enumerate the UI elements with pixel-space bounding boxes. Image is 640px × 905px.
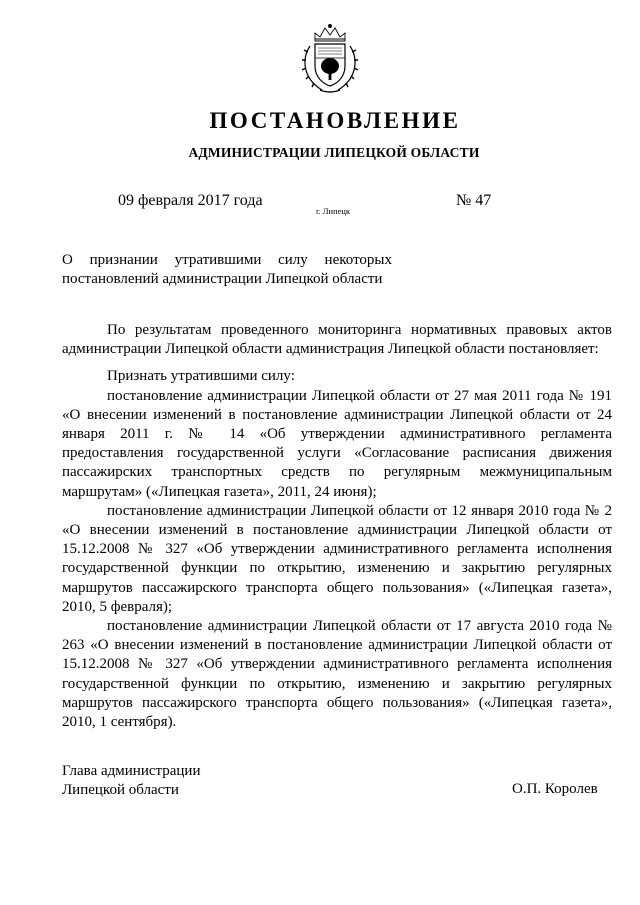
document-title: ПОСТАНОВЛЕНИЕ [209,108,461,133]
document-heading [62,251,392,289]
signature-position [62,762,200,800]
document-subtitle: АДМИНИСТРАЦИИ ЛИПЕЦКОЙ ОБЛАСТИ [188,145,480,160]
heading-line-2: постановлений администрации Липецкой области [62,271,383,287]
paragraph-decision: Признать утратившими силу: [107,368,295,385]
document-body [62,321,612,732]
paragraph-intro: По результатам проведенного мониторинга нормативных правовых актов администрации Липецкой области администрация Липецкой области постановляет: [62,322,612,358]
paragraph-item-1: постановление администрации Липецкой области от 27 мая 2011 года № 191 «О внесении изменений в постановление администрации Липецкой области от 24 января 2011 г. № 14 «Об утверждении административного регламента предоставления государственной услуги «Согласование расписания движения пассажирских транспортных средств по регулярным межмуниципальным маршрутам» («Липецкая газета», 2011, 24 июня); [62,387,612,500]
document-place: г. Липецк [316,206,351,216]
document-date: 09 февраля 2017 года [118,192,263,209]
signature-line-2: Липецкой области [62,782,179,798]
signatory-name: О.П. Королев [512,781,598,797]
document-number: № 47 [456,192,492,209]
paragraph-item-3: постановление администрации Липецкой области от 17 августа 2010 года № 263 «О внесении изменений в постановление администрации Липецкой области от 15.12.2008 № 327 «Об утверждении административного регламента исполнения государственной функции по открытию, изменению и закрытию регулярных маршрутов пассажирского транспорта общего пользования» («Липецкая газета», 2010, 1 сентября). [62,618,612,731]
paragraph-item-2: постановление администрации Липецкой области от 12 января 2010 года № 2 «О внесении изменений в постановление администрации Липецкой области от 15.12.2008 № 327 «Об утверждении административного регламента исполнения государственной функции по открытию, изменению и закрытию регулярных маршрутов пассажирского транспорта общего пользования» («Липецкая газета», 2010, 5 февраля); [62,502,612,615]
signature-line-1: Глава администрации [62,763,201,779]
coat-of-arms-icon [300,22,360,96]
heading-line-1: О признании утратившими силу некоторых [62,252,392,268]
